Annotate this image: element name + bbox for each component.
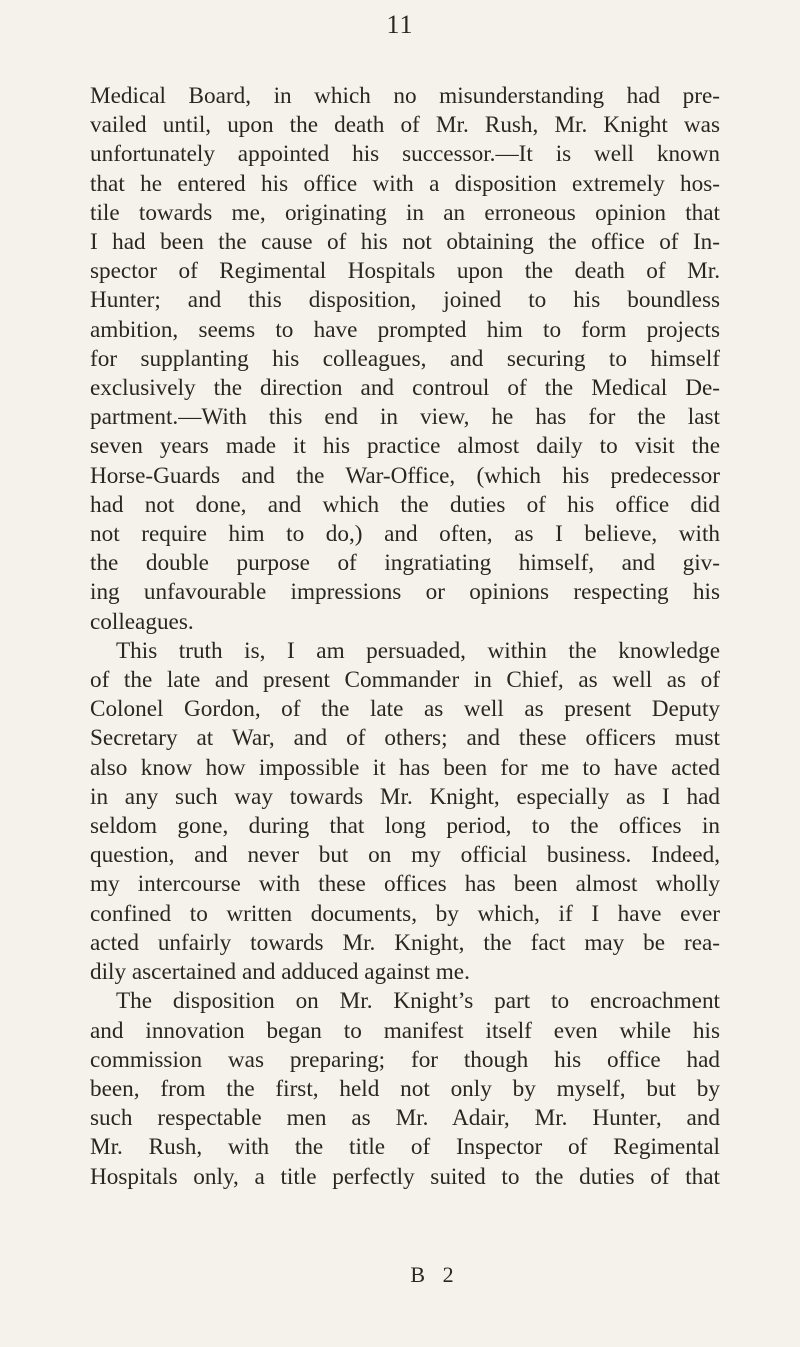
text-line: for supplanting his colleagues, and securing to himself xyxy=(90,345,720,372)
text-line: Secretary at War, and of others; and these officers must xyxy=(90,725,720,752)
text-line: question, and never but on my official business. Indeed, xyxy=(90,842,720,869)
text-line: and innovation began to manifest itself even while his xyxy=(90,1017,720,1044)
text-line: tile towards me, originating in an erroneous opinion that xyxy=(90,199,720,226)
text-line: Colonel Gordon, of the late as well as present Deputy xyxy=(90,696,720,723)
text-line: partment.—With this end in view, he has for the last xyxy=(90,404,720,431)
text-line: seldom gone, during that long period, to the offices in xyxy=(90,813,720,840)
text-line: had not done, and which the duties of his office did xyxy=(90,491,720,518)
text-line: acted unfairly towards Mr. Knight, the fact may be rea- xyxy=(90,929,720,956)
text-line: spector of Regimental Hospitals upon the death of Mr. xyxy=(90,258,720,285)
text-line: been, from the first, held not only by myself, but by xyxy=(90,1075,720,1102)
text-line: not require him to do,) and often, as I believe, with xyxy=(90,521,720,548)
text-line: The disposition on Mr. Knight’s part to encroachment xyxy=(116,988,720,1015)
text-line: the double purpose of ingratiating himself, and giv- xyxy=(90,550,720,577)
text-line: This truth is, I am persuaded, within the knowledge xyxy=(116,637,720,664)
text-line: Hunter; and this disposition, joined to his boundless xyxy=(90,287,720,314)
text-line: unfortunately appointed his successor.—It is well known xyxy=(90,141,720,168)
text-line: ing unfavourable impressions or opinions respecting his xyxy=(90,579,720,606)
text-line: dily ascertained and adduced against me. xyxy=(90,959,470,986)
text-line: that he entered his office with a disposition extremely hos- xyxy=(90,170,720,197)
text-line: ambition, seems to have prompted him to form projects xyxy=(90,316,720,343)
text-line: seven years made it his practice almost daily to visit the xyxy=(90,433,720,460)
signature-mark: B 2 xyxy=(410,1262,460,1287)
text-line: Hospitals only, a title perfectly suited to the duties of that xyxy=(90,1163,720,1190)
text-line: Medical Board, in which no misunderstanding had pre- xyxy=(90,83,720,109)
text-line: exclusively the direction and controul of the Medical De- xyxy=(90,375,720,402)
body-text xyxy=(90,82,720,1192)
text-line: confined to written documents, by which, if I have ever xyxy=(90,900,720,927)
text-line: Mr. Rush, with the title of Inspector of Regimental xyxy=(90,1134,720,1161)
text-line: also know how impossible it has been for me to have acted xyxy=(90,754,720,781)
text-line: Horse-Guards and the War-Office, (which his predecessor xyxy=(90,462,720,489)
text-line: vailed until, upon the death of Mr. Rush, Mr. Knight was xyxy=(90,112,720,139)
page-number: 11 xyxy=(386,10,414,39)
text-line: such respectable men as Mr. Adair, Mr. Hunter, and xyxy=(90,1105,720,1132)
text-line: in any such way towards Mr. Knight, especially as I had xyxy=(90,783,720,810)
text-line: of the late and present Commander in Chief, as well as of xyxy=(90,667,720,694)
text-line: commission was preparing; for though his office had xyxy=(90,1046,720,1073)
text-line: colleagues. xyxy=(90,608,194,635)
text-line: I had been the cause of his not obtaining the office of In- xyxy=(90,229,720,256)
text-line: my intercourse with these offices has been almost wholly xyxy=(90,871,720,898)
